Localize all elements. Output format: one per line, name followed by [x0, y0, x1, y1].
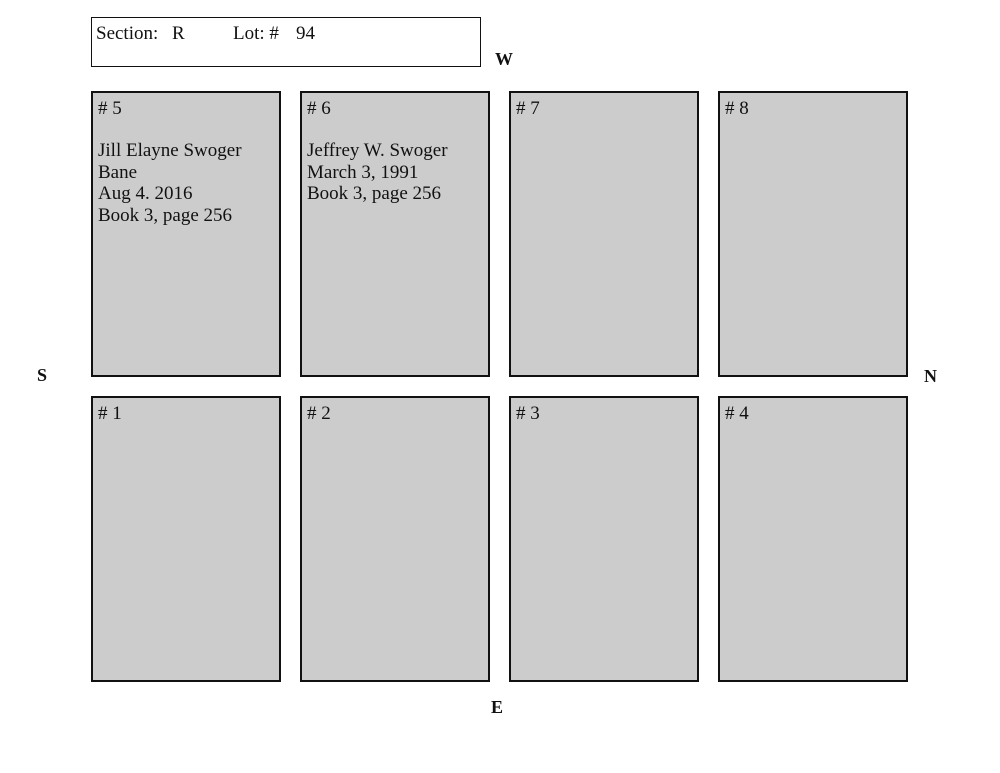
plot-number: # 1	[98, 403, 122, 424]
plot-5	[91, 91, 281, 377]
plot-3	[509, 396, 699, 682]
inscription-line: Jill Elayne Swoger	[98, 140, 242, 161]
inscription-line: Jeffrey W. Swoger	[307, 140, 448, 161]
plot-number: # 5	[98, 98, 122, 119]
plot-2	[300, 396, 490, 682]
plot-number: # 4	[725, 403, 749, 424]
compass-west: W	[495, 49, 513, 69]
inscription-line: March 3, 1991	[307, 161, 419, 183]
plot-number: # 7	[516, 98, 540, 119]
plot-number: # 3	[516, 403, 540, 424]
section-lot-header	[91, 17, 481, 67]
compass-north: N	[924, 366, 937, 386]
plot-7	[509, 91, 699, 377]
plot-6	[300, 91, 490, 377]
section-label: Section:	[96, 23, 159, 44]
plot-number: # 6	[307, 98, 331, 119]
inscription-line: Bane	[98, 161, 138, 183]
compass-south: S	[37, 365, 48, 385]
plot-inscription	[98, 140, 242, 226]
compass-east: E	[491, 697, 504, 717]
section-value: R	[172, 23, 185, 44]
inscription-line: Book 3, page 256	[98, 204, 233, 226]
lot-label: Lot: #	[233, 23, 279, 44]
plot-inscription	[307, 140, 448, 205]
plot-number: # 8	[725, 98, 749, 119]
inscription-line: Aug 4. 2016	[98, 183, 193, 204]
inscription-line: Book 3, page 256	[307, 183, 442, 204]
plot-number: # 2	[307, 403, 331, 424]
plot-4	[718, 396, 908, 682]
plot-1	[91, 396, 281, 682]
plot-8	[718, 91, 908, 377]
lot-value: 94	[296, 23, 315, 44]
